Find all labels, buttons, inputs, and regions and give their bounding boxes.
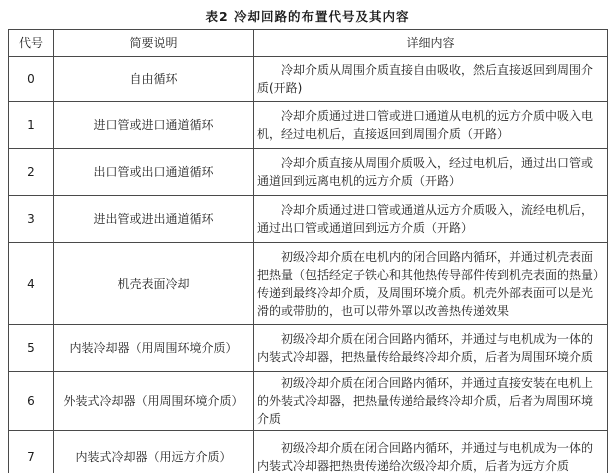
table-title: 表2 冷却回路的布置代号及其内容 (205, 9, 410, 24)
table-row (9, 372, 608, 431)
table-row (9, 196, 608, 243)
summary-cell: 进口管或进口通道循环 (54, 102, 254, 149)
table-row (9, 102, 608, 149)
header-code: 代号 (9, 30, 54, 57)
detail-cell: 冷却介质从周围介质直接自由吸收，然后直接返回到周围介质(开路) (254, 57, 608, 102)
code-cell: 1 (9, 102, 54, 149)
code-cell: 5 (9, 325, 54, 372)
code-cell: 0 (9, 57, 54, 102)
code-cell: 2 (9, 149, 54, 196)
summary-cell: 出口管或出口通道循环 (54, 149, 254, 196)
code-cell: 6 (9, 372, 54, 431)
table-row (9, 431, 608, 473)
header-summary: 简要说明 (54, 30, 254, 57)
table-row (9, 243, 608, 325)
table-row (9, 149, 608, 196)
code-cell: 4 (9, 243, 54, 325)
detail-cell: 冷却介质直接从周围介质吸入，经过电机后，通过出口管或通道回到远离电机的远方介质（开路） (254, 149, 608, 196)
cooling-circuit-code-table (8, 29, 608, 473)
summary-cell: 内装式冷却器（用远方介质） (54, 431, 254, 473)
code-cell: 7 (9, 431, 54, 473)
table-row (9, 325, 608, 372)
detail-cell: 冷却介质通过进口管或进口通道从电机的远方介质中吸入电机，经过电机后，直接返回到周围介质（开路） (254, 102, 608, 149)
summary-cell: 自由循环 (54, 57, 254, 102)
summary-cell: 机壳表面冷却 (54, 243, 254, 325)
detail-cell: 初级冷却介质在闭合回路内循环，并通过与电机成为一体的内装式冷却器，把热量传给最终冷却介质，后者为周围环境介质 (254, 325, 608, 372)
header-detail: 详细内容 (254, 30, 608, 57)
detail-cell: 初级冷却介质在电机内的闭合回路内循环，并通过机壳表面把热量（包括经定子铁心和其他热传导部件传到机壳表面的热量）传递到最终冷却介质，及周围环境介质。机壳外部表面可以是光滑的或带肋的，也可以带外罩以改善热传递效果 (254, 243, 608, 325)
detail-cell: 冷却介质通过进口管或通道从远方介质吸入，流经电机后，通过出口管或通道回到远方介质（开路） (254, 196, 608, 243)
summary-cell: 内装冷却器（用周围环境介质） (54, 325, 254, 372)
detail-cell: 初级冷却介质在闭合回路内循环，并通过直接安装在电机上的外装式冷却器，把热量传递给最终冷却介质，后者为周围环境介质 (254, 372, 608, 431)
summary-cell: 外装式冷却器（用周围环境介质） (54, 372, 254, 431)
code-cell: 3 (9, 196, 54, 243)
table-row (9, 57, 608, 102)
detail-cell: 初级冷却介质在闭合回路内循环，并通过与电机成为一体的内装式冷却器把热贵传递给次级冷却介质，后者为远方介质 (254, 431, 608, 473)
header-row (9, 30, 608, 57)
summary-cell: 进出管或进出通道循环 (54, 196, 254, 243)
